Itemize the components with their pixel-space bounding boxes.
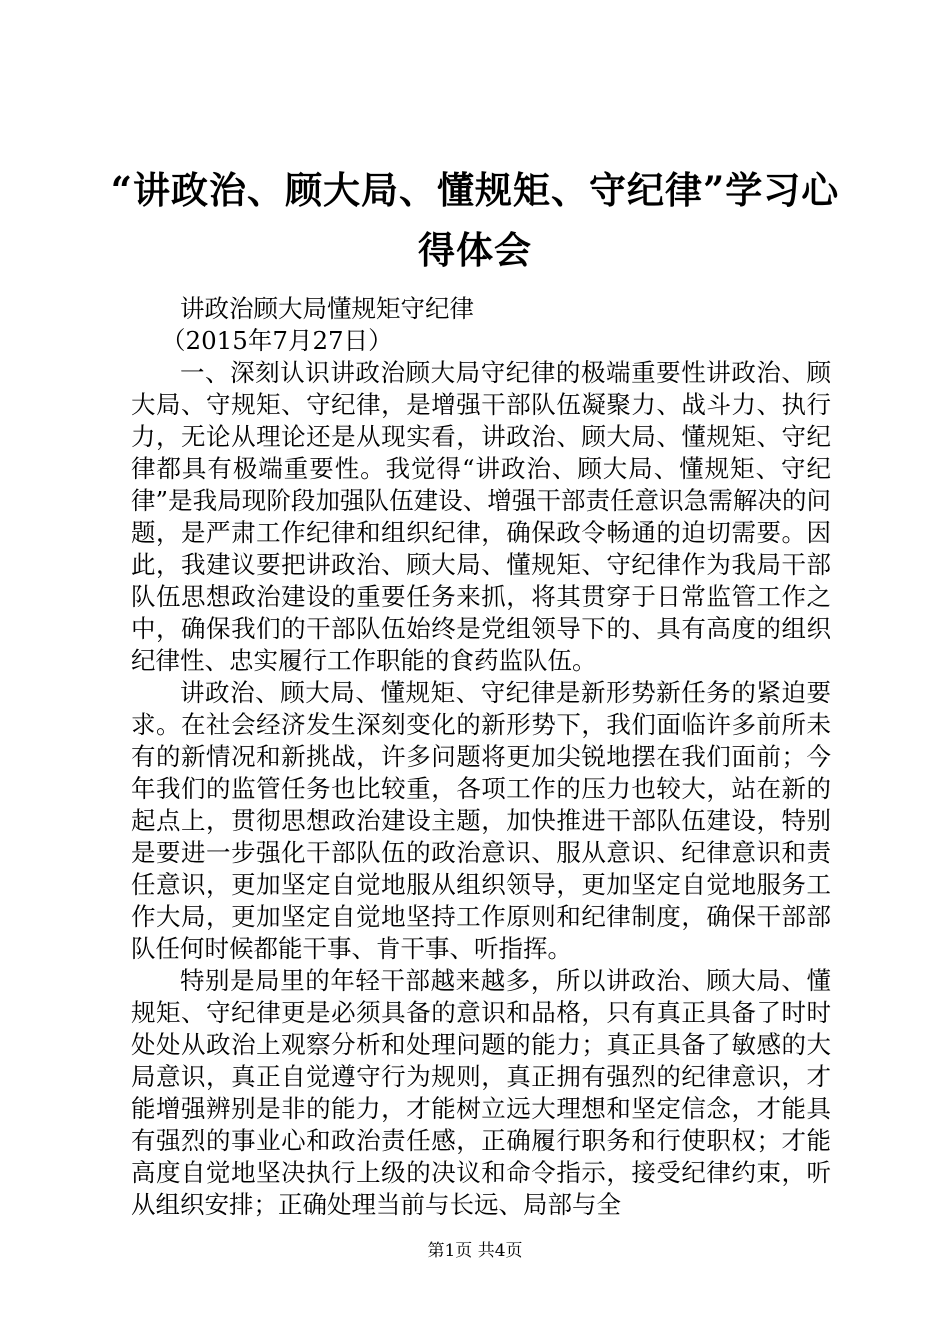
body-paragraph-2: 讲政治、顾大局、懂规矩、守纪律是新形势新任务的紧迫要求。在社会经济发生深刻变化的新形势下，我们面临许多前所未有的新情况和新挑战，许多问题将更加尖锐地摆在我们面前；今年我们的监管任务也比较重，各项工作的压力也较大，站在新的起点上，贯彻思想政治建设主题，加快推进干部队伍建设，特别是要进一步强化干部队伍的政治意识、服从意识、纪律意识和责任意识，更加坚定自觉地服从组织领导，更加坚定自觉地服务工作大局，更加坚定自觉地坚持工作原则和纪律制度，确保干部部队任何时候都能干事、肯干事、听指挥。 xyxy=(131,678,831,963)
page-number-footer: 第1页 共4页 xyxy=(427,1241,523,1261)
document-date: （2015年7月27日） xyxy=(161,326,393,355)
body-paragraph-1: 一、深刻认识讲政治顾大局守纪律的极端重要性讲政治、顾大局、守规矩、守纪律，是增强干部队伍凝聚力、战斗力、执行力，无论从理论还是从现实看，讲政治、顾大局、懂规矩、守纪律都具有极端重要性。我觉得“讲政治、顾大局、懂规矩、守纪律”是我局现阶段加强队伍建设、增强干部责任意识急需解决的问题，是严肃工作纪律和组织纪律，确保政令畅通的迫切需要。因此，我建议要把讲政治、顾大局、懂规矩、守纪律作为我局干部队伍思想政治建设的重要任务来抓，将其贯穿于日常监管工作之中，确保我们的干部队伍始终是党组领导下的、具有高度的组织纪律性、忠实履行工作职能的食药监队伍。 xyxy=(131,358,831,675)
body-paragraph-3: 特别是局里的年轻干部越来越多，所以讲政治、顾大局、懂规矩、守纪律更是必须具备的意识和品格，只有真正具备了时时处处从政治上观察分析和处理问题的能力；真正具备了敏感的大局意识，真正自觉遵守行为规则，真正拥有强烈的纪律意识，才能增强辨别是非的能力，才能树立远大理想和坚定信念，才能具有强烈的事业心和政治责任感，正确履行职务和行使职权；才能高度自觉地坚决执行上级的决议和命令指示，接受纪律约束，听从组织安排；正确处理当前与长远、局部与全 xyxy=(131,966,831,1219)
document-subtitle: 讲政治顾大局懂规矩守纪律 xyxy=(180,294,474,323)
document-body xyxy=(131,293,831,1221)
document-title: “讲政治、顾大局、懂规矩、守纪律”学习心得体会 xyxy=(110,168,840,272)
